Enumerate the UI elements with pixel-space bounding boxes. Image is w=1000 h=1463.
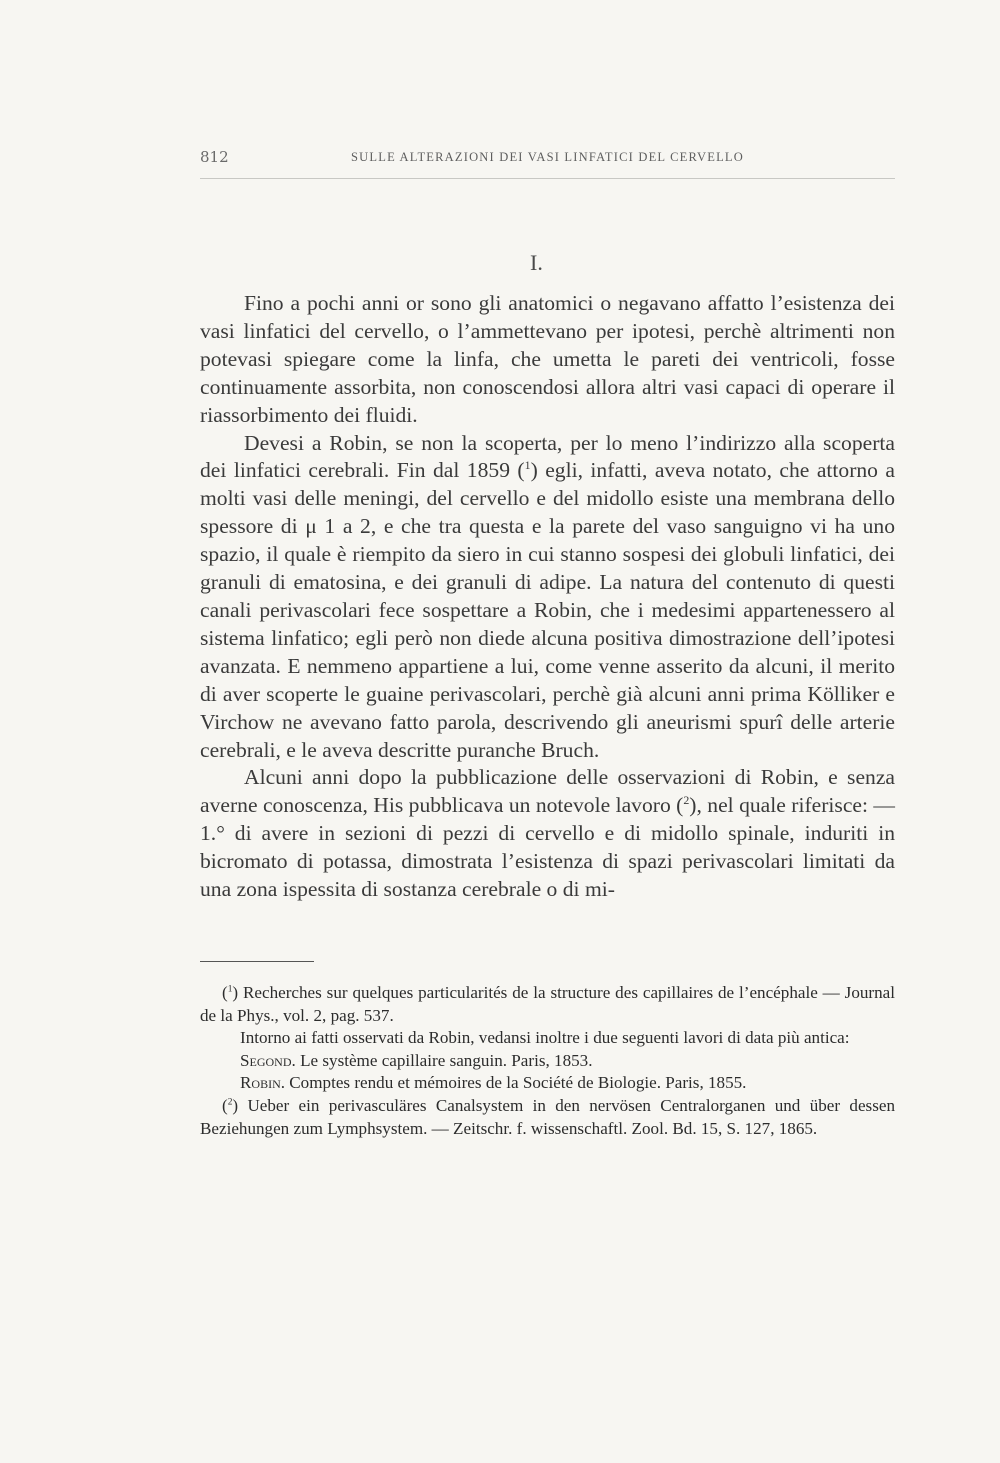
footnote-2: [200, 1095, 895, 1140]
footnote-2-number: 2: [227, 1097, 233, 1108]
footnote-ref-2: 2: [683, 793, 690, 808]
reference-robin-author: Robin: [240, 1073, 281, 1093]
header-rule: [200, 178, 895, 179]
reference-segond: [218, 1050, 895, 1073]
footnote-ref-1: 1: [524, 458, 531, 473]
reference-segond-author: Segond: [240, 1050, 292, 1070]
paragraph-3-part-b: ), nel quale riferisce: — 1.° di avere in sezioni di pezzi di cervello e di midollo spinale, induriti in bicromato di potassa, dimostrata l’esistenza di spazi perivascolari limitati da una zona ispessita di sostanza cerebrale o di mi-: [200, 793, 895, 902]
paragraph-1: Fino a pochi anni or sono gli anatomici o negavano affatto l’esistenza dei vasi linfatici del cervello, o l’ammettevano per ipotesi, perchè altrimenti non potevasi spiegare come la linfa, che umetta le pareti dei ventricoli, fosse continuamente assorbita, non conoscendosi allora altri vasi capaci di operare il riassorbimento dei fluidi.: [200, 291, 895, 427]
footnotes: [200, 982, 895, 1140]
footnote-2-text: Ueber ein perivasculäres Canalsystem in den nervösen Centralorganen und über dessen Beziehungen zum Lymphsystem. — Zeitschr. f. wissenschaftl. Zool. Bd. 15, S. 127, 1865.: [200, 1095, 895, 1138]
paragraph-3-part-a: Alcuni anni dopo la pubblicazione delle osservazioni di Robin, e senza averne conoscenza, His pubblicava un notevole lavoro (: [200, 765, 895, 818]
reference-robin-text: . Comptes rendu et mémoires de la Société de Biologie. Paris, 1855.: [280, 1073, 747, 1093]
footnote-1-open: (: [222, 983, 228, 1002]
paragraph-2-part-b: ) egli, infatti, aveva notato, che attorno a molti vasi delle meningi, del cervello e del midollo esiste una membrana dello spessore di μ 1 a 2, e che tra questa e la parete del vaso sanguigno vi ha uno spazio, il quale è riempito da siero in cui stanno sospesi dei globuli linfatici, dei granuli di ematosina, e dei granuli di adipe. La natura del contenuto di questi canali perivascolari fece sospettare a Robin, che i medesimi appartenessero al sistema linfatico; egli però non diede alcuna positiva dimostrazione dell’ipotesi avanzata. E nemmeno appartiene a lui, come venne asserito da alcuni, il merito di aver scoperte le guaine perivascolari, perchè già alcuni anni prima Kölliker e Virchow ne avevano fatto parola, descrivendo gli aneurismi spurî delle arterie cerebrali, e le aveva descritte puranche Bruch.: [200, 458, 895, 762]
running-title: SULLE ALTERAZIONI DEI VASI LINFATICI DEL CERVELLO: [351, 150, 744, 164]
footnote-1-text: Recherches sur quelques particularités de la structure des capillaires de l’encéphale — Journal de la Phys., vol. 2, pag. 537.: [200, 983, 895, 1025]
footnote-1-close: ): [232, 983, 239, 1002]
section-number: I.: [530, 250, 543, 275]
body-text: [200, 290, 895, 904]
page-number: 812: [200, 148, 229, 166]
footnote-2-open: (: [222, 1095, 228, 1115]
paragraph-2: [200, 430, 895, 765]
footnote-1-note: Intorno ai fatti osservati da Robin, vedansi inoltre i due seguenti lavori di data più antica:: [240, 1028, 850, 1048]
footnote-2-close: ): [232, 1095, 239, 1115]
reference-robin: [218, 1072, 895, 1095]
footnote-rule: [200, 961, 314, 962]
paragraph-2-part-a: Devesi a Robin, se non la scoperta, per lo meno l’indirizzo alla scoperta dei linfatici cerebrali. Fin dal 1859 (: [200, 430, 895, 483]
reference-segond-text: . Le système capillaire sanguin. Paris, 1853.: [291, 1050, 593, 1070]
footnote-1-number: 1: [227, 984, 233, 995]
paragraph-3: [200, 764, 895, 904]
footnote-1: [200, 982, 895, 1027]
